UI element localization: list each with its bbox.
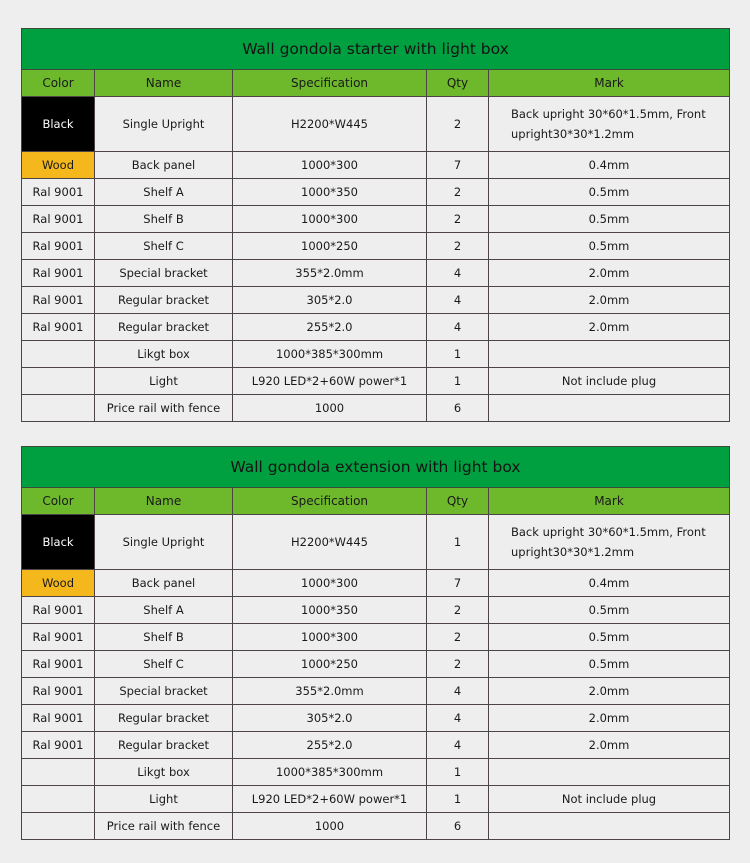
cell-mark: 0.5mm: [489, 206, 730, 233]
cell-qty: 4: [427, 678, 489, 705]
cell-name: Shelf A: [95, 597, 233, 624]
cell-qty: 1: [427, 786, 489, 813]
column-header-specification: Specification: [233, 70, 427, 97]
cell-mark: 2.0mm: [489, 678, 730, 705]
cell-specification: 355*2.0mm: [233, 678, 427, 705]
table-row: [22, 678, 730, 705]
cell-qty: 1: [427, 515, 489, 570]
cell-name: Shelf C: [95, 233, 233, 260]
column-header-name: Name: [95, 70, 233, 97]
cell-mark: [489, 759, 730, 786]
cell-qty: 2: [427, 97, 489, 152]
cell-name: Back panel: [95, 152, 233, 179]
cell-color: [22, 813, 95, 840]
cell-mark: 0.5mm: [489, 597, 730, 624]
cell-mark: Back upright 30*60*1.5mm, Front upright30*30*1.2mm: [489, 97, 730, 152]
table-row: [22, 705, 730, 732]
table-row: [22, 813, 730, 840]
cell-mark: 0.5mm: [489, 624, 730, 651]
cell-name: Likgt box: [95, 759, 233, 786]
cell-color: Ral 9001: [22, 233, 95, 260]
cell-specification: 1000*300: [233, 570, 427, 597]
cell-mark: 2.0mm: [489, 732, 730, 759]
table-row: [22, 97, 730, 152]
column-header-color: Color: [22, 488, 95, 515]
cell-name: Price rail with fence: [95, 395, 233, 422]
cell-name: Regular bracket: [95, 314, 233, 341]
starter-parts-table: [21, 28, 730, 422]
cell-qty: 2: [427, 233, 489, 260]
cell-name: Shelf C: [95, 651, 233, 678]
cell-mark: 0.4mm: [489, 570, 730, 597]
cell-color: Ral 9001: [22, 705, 95, 732]
cell-color: Ral 9001: [22, 732, 95, 759]
cell-mark: Back upright 30*60*1.5mm, Front upright30*30*1.2mm: [489, 515, 730, 570]
cell-name: Regular bracket: [95, 287, 233, 314]
cell-specification: 1000*250: [233, 233, 427, 260]
cell-color: [22, 395, 95, 422]
cell-name: Regular bracket: [95, 705, 233, 732]
table-row: [22, 287, 730, 314]
cell-mark: 2.0mm: [489, 705, 730, 732]
cell-specification: 1000*250: [233, 651, 427, 678]
cell-qty: 6: [427, 813, 489, 840]
cell-specification: 255*2.0: [233, 314, 427, 341]
cell-color: [22, 786, 95, 813]
cell-qty: 6: [427, 395, 489, 422]
cell-specification: 1000: [233, 395, 427, 422]
extension-parts-table: [21, 446, 730, 840]
table-row: [22, 759, 730, 786]
cell-qty: 1: [427, 759, 489, 786]
cell-qty: 1: [427, 368, 489, 395]
cell-qty: 2: [427, 179, 489, 206]
cell-mark: 0.5mm: [489, 179, 730, 206]
cell-name: Price rail with fence: [95, 813, 233, 840]
cell-mark: 0.4mm: [489, 152, 730, 179]
cell-color: Wood: [22, 152, 95, 179]
cell-specification: L920 LED*2+60W power*1: [233, 786, 427, 813]
table-header-row: [22, 488, 730, 515]
cell-specification: H2200*W445: [233, 97, 427, 152]
cell-qty: 1: [427, 341, 489, 368]
cell-name: Likgt box: [95, 341, 233, 368]
cell-qty: 7: [427, 152, 489, 179]
cell-specification: 1000*385*300mm: [233, 759, 427, 786]
table-row: [22, 597, 730, 624]
table-row: [22, 341, 730, 368]
cell-mark: [489, 341, 730, 368]
cell-qty: 7: [427, 570, 489, 597]
cell-color: Ral 9001: [22, 678, 95, 705]
column-header-mark: Mark: [489, 488, 730, 515]
cell-color: [22, 759, 95, 786]
cell-qty: 2: [427, 624, 489, 651]
table-row: [22, 233, 730, 260]
cell-color: Black: [22, 515, 95, 570]
cell-mark: 0.5mm: [489, 233, 730, 260]
cell-color: Ral 9001: [22, 597, 95, 624]
cell-color: Ral 9001: [22, 651, 95, 678]
cell-color: Ral 9001: [22, 260, 95, 287]
table-row: [22, 152, 730, 179]
cell-mark: 2.0mm: [489, 314, 730, 341]
cell-specification: 1000*300: [233, 206, 427, 233]
cell-specification: 1000*385*300mm: [233, 341, 427, 368]
table-title: Wall gondola extension with light box: [22, 447, 730, 488]
cell-name: Single Upright: [95, 515, 233, 570]
cell-specification: L920 LED*2+60W power*1: [233, 368, 427, 395]
cell-color: Ral 9001: [22, 287, 95, 314]
cell-color: Ral 9001: [22, 179, 95, 206]
cell-name: Single Upright: [95, 97, 233, 152]
cell-specification: 1000*350: [233, 179, 427, 206]
column-header-mark: Mark: [489, 70, 730, 97]
cell-color: [22, 341, 95, 368]
column-header-qty: Qty: [427, 70, 489, 97]
cell-specification: 1000: [233, 813, 427, 840]
table-row: [22, 624, 730, 651]
cell-name: Shelf A: [95, 179, 233, 206]
table-title-row: [22, 447, 730, 488]
table-row: [22, 260, 730, 287]
cell-name: Shelf B: [95, 624, 233, 651]
cell-color: Ral 9001: [22, 206, 95, 233]
cell-name: Special bracket: [95, 260, 233, 287]
cell-color: Ral 9001: [22, 314, 95, 341]
cell-name: Shelf B: [95, 206, 233, 233]
table-row: [22, 395, 730, 422]
cell-mark: 2.0mm: [489, 260, 730, 287]
column-header-qty: Qty: [427, 488, 489, 515]
table-row: [22, 651, 730, 678]
cell-color: Ral 9001: [22, 624, 95, 651]
cell-specification: 305*2.0: [233, 705, 427, 732]
cell-name: Light: [95, 786, 233, 813]
table-row: [22, 368, 730, 395]
cell-name: Light: [95, 368, 233, 395]
column-header-name: Name: [95, 488, 233, 515]
cell-specification: 355*2.0mm: [233, 260, 427, 287]
cell-color: Black: [22, 97, 95, 152]
cell-mark: [489, 813, 730, 840]
cell-specification: 1000*300: [233, 624, 427, 651]
cell-name: Regular bracket: [95, 732, 233, 759]
table-row: [22, 314, 730, 341]
cell-qty: 2: [427, 597, 489, 624]
table-title: Wall gondola starter with light box: [22, 29, 730, 70]
cell-qty: 2: [427, 206, 489, 233]
cell-qty: 4: [427, 260, 489, 287]
cell-mark: Not include plug: [489, 368, 730, 395]
cell-name: Special bracket: [95, 678, 233, 705]
table-row: [22, 179, 730, 206]
cell-mark: [489, 395, 730, 422]
cell-qty: 4: [427, 705, 489, 732]
table-row: [22, 786, 730, 813]
cell-color: Wood: [22, 570, 95, 597]
cell-qty: 4: [427, 287, 489, 314]
table-row: [22, 732, 730, 759]
table-title-row: [22, 29, 730, 70]
column-header-color: Color: [22, 70, 95, 97]
cell-mark: Not include plug: [489, 786, 730, 813]
cell-specification: 255*2.0: [233, 732, 427, 759]
cell-qty: 2: [427, 651, 489, 678]
cell-specification: H2200*W445: [233, 515, 427, 570]
cell-specification: 305*2.0: [233, 287, 427, 314]
cell-name: Back panel: [95, 570, 233, 597]
cell-color: [22, 368, 95, 395]
table-row: [22, 570, 730, 597]
cell-specification: 1000*300: [233, 152, 427, 179]
cell-specification: 1000*350: [233, 597, 427, 624]
cell-mark: 0.5mm: [489, 651, 730, 678]
table-header-row: [22, 70, 730, 97]
table-row: [22, 206, 730, 233]
cell-qty: 4: [427, 314, 489, 341]
cell-qty: 4: [427, 732, 489, 759]
table-row: [22, 515, 730, 570]
column-header-specification: Specification: [233, 488, 427, 515]
cell-mark: 2.0mm: [489, 287, 730, 314]
